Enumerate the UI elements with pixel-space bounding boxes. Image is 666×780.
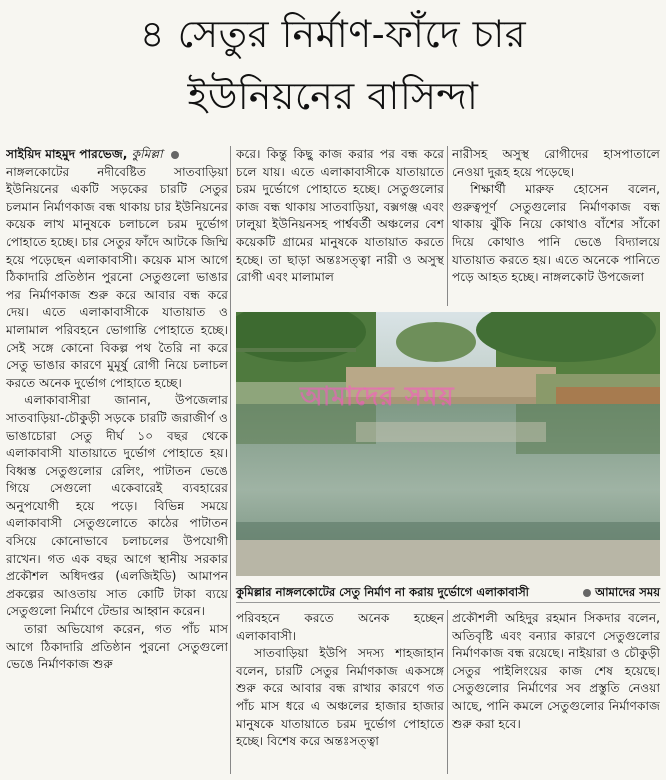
paragraph: নারীসহ অসুস্থ রোগীদের হাসপাতালে নেওয়া দুরূহ হয়ে পড়েছে। (452, 147, 660, 179)
column-divider (447, 146, 448, 306)
bridge-photo-illustration (236, 312, 660, 576)
article-column-2 (236, 146, 444, 306)
paragraph: প্রকৌশলী অহিদুর রহমান সিকদার বলেন, অতিবৃষ্টি এবং বন্যার কারণে সেতুগুলোর নির্মাণকাজ বন্ধ রয়েছে। নাইয়ারা ও চৌকুড়ী সেতুর পাইলিংয়ের কাজ শেষ হয়েছে। সেতুগুলোর নির্মাণের সব প্রস্তুতি নেওয়া আছে, পানি কমলে সেতুগুলোর নির্মাণকাজ শুরু করা হবে। (452, 611, 660, 731)
paragraph: নাঙ্গলকোটের নদীবেষ্টিত সাতবাড়িয়া ইউনিয়নের একটি সড়কের চারটি সেতুর চলমান নির্মাণকাজ বন্ধ থাকায় চার ইউনিয়নের কয়েক লাখ মানুষকে চলাচলে চরম দুর্ভোগ পোহাতে হচ্ছে। চার সেতুর ফাঁদে আটকে জিম্মি হয়ে পড়েছেন এলাকাবাসী। কয়েক মাস আগে ঠিকাদারি প্রতিষ্ঠান পুরনো সেতুগুলো ভাঙার পর নির্মাণকাজ শুরু করে আবার বন্ধ করে দেয়। এতে এলাকাবাসীকে যাতায়াত ও মালামাল পরিবহনে ভোগান্তি পোহাতে হচ্ছে। সেই সঙ্গে কোনো বিকল্প পথ তৈরি না করে সেতু ভাঙার কারণে মুমূর্ষু রোগী নিয়ে চলাচল করতে অনেক দুর্ভোগ পোহাতে হচ্ছে। (6, 164, 228, 390)
photo-caption (236, 582, 660, 603)
paragraph: তারা অভিযোগ করেন, গত পাঁচ মাস আগে ঠিকাদারি প্রতিষ্ঠান পুরনো সেতুগুলো ভেঙে নির্মাণকাজ শুরু (6, 622, 228, 672)
paragraph: এলাকাবাসীরা জানান, উপজেলার সাতবাড়িয়া-চৌকুড়ী সড়কে চারটি জরাজীর্ণ ও ভাঙাচোরা সেতু দীর্ঘ ১০ বছর থেকে এলাকাবাসী যাতায়াতে দুর্ভোগ পোহাতে হয়। বিধ্বস্ত সেতুগুলোর রেলিং, পাটাতন ভেঙে গিয়ে সেগুলো একেবারেই ব্যবহারের অনুপযোগী হয়ে পড়ে। বিভিন্ন সময়ে এলাকাবাসী সেতুগুলোতে কাঠের পাটাতন বসিয়ে কোনোভাবে চলাচলের উপযোগী রাখেন। গত এক বছর আগে স্থানীয় সরকার প্রকৌশল অধিদপ্তর (এলজিইডি) আমাপন প্রকল্পের আওতায় সাত কোটি টাকা ব্যয়ে সেতুগুলো নির্মাণে টেন্ডার আহ্বান করেন। (6, 393, 228, 619)
paragraph: শিক্ষার্থী মারুফ হোসেন বলেন, গুরুত্বপূর্ণ সেতুগুলোর নির্মাণকাজ বন্ধ থাকায় ঝুঁকি নিয়ে কোথাও বাঁশের সাঁকো দিয়ে কোথাও পানি ভেঙে বিদ্যালয়ে যাতায়াত করতে হয়। এতে অনেকে পানিতে পড়ে আহত হচ্ছে। নাঙ্গলকোট উপজেলা (452, 182, 660, 285)
photo-credit (583, 582, 660, 602)
byline-author: সাইয়িদ মাহমুদ পারভেজ, (6, 147, 128, 161)
headline-line-2: ইউনিয়নের বাসিন্দা (187, 74, 479, 118)
headline-line-1: ৪ সেতুর নির্মাণ-ফাঁদে চার (139, 12, 527, 56)
article-column-1 (6, 146, 228, 774)
news-photo (236, 312, 660, 576)
byline-location: কুমিল্লা (131, 147, 163, 161)
bullet-icon (583, 589, 591, 597)
paragraph: পরিবহনে করতে অনেক হচ্ছেন এলাকাবাসী। (236, 611, 444, 643)
paragraph: করে। কিন্তু কিছু কাজ করার পর বন্ধ করে চলে যায়। এতে এলাকাবাসীকে যাতায়াতে চরম দুর্ভোগে পোহাতে হচ্ছে। সেতুগুলোর কাজ বন্ধ থাকায় সাতবাড়িয়া, বক্সগঞ্জ এবং ঢালুয়া ইউনিয়নসহ পার্শ্ববর্তী অঞ্চলের বেশ কয়েকটি গ্রামের মানুষকে যাতায়াত করতে হচ্ছে। তা ছাড়া অন্তঃসত্ত্বা নারী ও অসুস্থ রোগী এবং মালামাল (236, 147, 444, 285)
column-divider (447, 610, 448, 774)
caption-text: কুমিল্লার নাঙ্গলকোটের সেতু নির্মাণ না করায় দুর্ভোগে এলাকাবাসী (236, 585, 529, 599)
bullet-icon (171, 151, 179, 159)
watermark-logo: আমাদের সময় (300, 382, 455, 412)
paragraph: সাতবাড়িয়া ইউপি সদস্য শাহজাহান বলেন, চারটি সেতুর নির্মাণকাজ একসঙ্গে শুরু করে আবার বন্ধ রাখার কারণে গত পাঁচ মাস ধরে এ অঞ্চলের হাজার হাজার মানুষকে যাতায়াতে চরম দুর্ভোগ পোহাতে হচ্ছে। বিশেষ করে অন্তঃসত্ত্বা (236, 646, 444, 749)
photo-credit-text: আমাদের সময় (595, 585, 660, 599)
article-column-2-lower (236, 610, 444, 774)
byline (6, 146, 228, 164)
article-column-3-lower (452, 610, 660, 774)
article-column-3 (452, 146, 660, 306)
column-divider (230, 146, 231, 774)
